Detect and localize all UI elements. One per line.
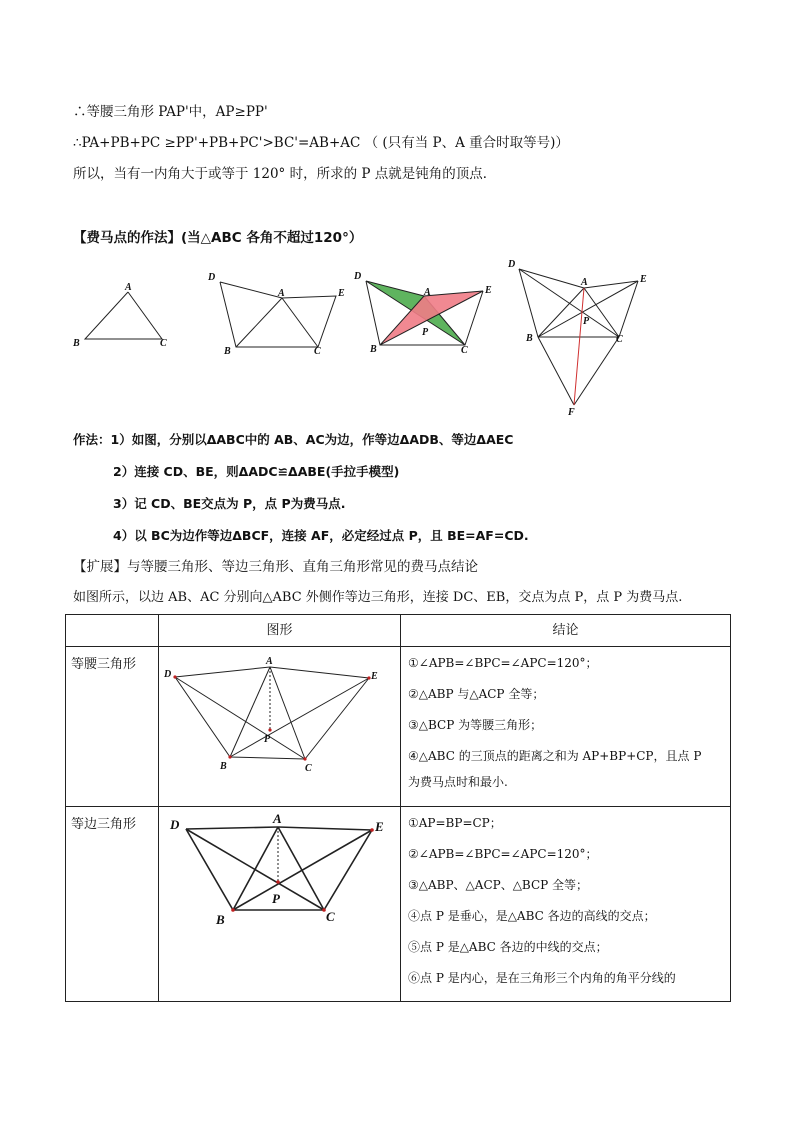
- construction-step-4: 4）以 BC为边作等边ΔBCF，连接 AF，必定经过点 P，且 BE=AF=CD.: [113, 528, 529, 543]
- conclusion-item: ④点 P 是垂心，是△ABC 各边的高线的交点；: [408, 909, 656, 923]
- label-c: C: [305, 763, 312, 774]
- label-b: B: [224, 346, 231, 357]
- label-d: D: [170, 817, 180, 832]
- isosceles-figure: [159, 647, 399, 802]
- conclusion-item: ①∠APB=∠BPC=∠APC=120°；: [408, 656, 598, 670]
- label-a: A: [125, 282, 132, 293]
- label-d: D: [164, 669, 172, 680]
- intro-line-1: ∴等腰三角形 PAP'中，AP≥PP': [73, 104, 268, 120]
- figure-equilateral-construction: [200, 268, 350, 358]
- conclusion-item: ③△BCP 为等腰三角形；: [408, 718, 543, 732]
- conclusion-item: ②∠APB=∠BPC=∠APC=120°；: [408, 847, 598, 861]
- label-e: E: [640, 274, 647, 285]
- label-c: C: [616, 334, 623, 345]
- figure-hand-in-hand-model: [350, 265, 500, 360]
- label-c: C: [160, 338, 167, 349]
- conclusion-item: ①AP=BP=CP；: [408, 816, 502, 830]
- header-conclusion: 结论: [401, 615, 731, 647]
- conclusion-item: ④△ABC 的三顶点的距离之和为 AP+BP+CP，且点 P: [408, 749, 702, 763]
- label-c: C: [314, 346, 321, 357]
- table-row: [66, 807, 731, 1002]
- label-a: A: [273, 811, 282, 826]
- label-a: A: [424, 287, 431, 298]
- label-a: A: [278, 288, 285, 299]
- conclusion-item: ②△ABP 与△ACP 全等；: [408, 687, 545, 701]
- figure-cell-equilateral: [159, 807, 401, 1002]
- label-b: B: [73, 338, 80, 349]
- conclusion-item: ⑥点 P 是内心，是在三角形三个内角的角平分线的: [408, 971, 676, 985]
- construction-step-1: 作法：1）如图，分别以ΔABC中的 AB、AC为边，作等边ΔADB、等边ΔAEC: [73, 432, 514, 447]
- label-e: E: [485, 285, 492, 296]
- construction-step-3: 3）记 CD、BE交点为 P，点 P为费马点.: [113, 496, 346, 511]
- figure-fermat-point-af: [505, 255, 655, 420]
- construction-step-2: 2）连接 CD、BE，则ΔADC≌ΔABE(手拉手模型): [113, 464, 400, 479]
- label-p: P: [272, 891, 280, 906]
- label-d: D: [354, 271, 362, 282]
- conclusion-item: 为费马点时和最小.: [408, 775, 508, 789]
- label-d: D: [208, 272, 216, 283]
- figure-triangle-abc: [70, 280, 180, 355]
- label-a: A: [266, 656, 273, 667]
- label-e: E: [375, 819, 384, 834]
- label-f: F: [568, 407, 575, 418]
- label-b: B: [220, 761, 227, 772]
- table-header-row: [66, 615, 731, 647]
- table-row: [66, 647, 731, 807]
- extension-heading: 【扩展】与等腰三角形、等边三角形、直角三角形常见的费马点结论: [73, 559, 478, 575]
- label-d: D: [508, 259, 516, 270]
- intro-line-3: 所以，当有一内角大于或等于 120° 时，所求的 P 点就是钝角的顶点．: [73, 166, 497, 182]
- header-figure: 图形: [159, 615, 401, 647]
- label-p: P: [422, 327, 429, 338]
- conclusions-equilateral: [401, 807, 731, 1002]
- intro-line-2: ∴PA+PB+PC ≥PP'+PB+PC'>BC'=AB+AC （ (只有当 P、A 重合时取等号)）: [73, 135, 569, 151]
- label-b: B: [216, 912, 225, 927]
- header-empty: [66, 615, 159, 647]
- label-b: B: [370, 344, 377, 355]
- extension-intro: 如图所示，以边 AB、AC 分别向△ABC 外侧作等边三角形，连接 DC、EB，交点为点 P，点 P 为费马点.: [73, 590, 683, 605]
- equilateral-figure: [159, 807, 399, 997]
- conclusion-item: ③△ABP、△ACP、△BCP 全等；: [408, 878, 589, 892]
- row-title-isosceles: 等腰三角形: [66, 647, 159, 807]
- label-e: E: [338, 288, 345, 299]
- label-p: P: [264, 734, 271, 745]
- label-c: C: [461, 345, 468, 356]
- label-a: A: [581, 277, 588, 288]
- row-title-equilateral: 等边三角形: [66, 807, 159, 1002]
- figure-cell-isosceles: [159, 647, 401, 807]
- label-e: E: [371, 671, 378, 682]
- conclusions-isosceles: [401, 647, 731, 807]
- label-c: C: [326, 909, 335, 924]
- label-p: P: [583, 316, 590, 327]
- label-b: B: [526, 333, 533, 344]
- construction-heading: 【费马点的作法】(当△ABC 各角不超过120°）: [73, 230, 363, 246]
- conclusion-item: ⑤点 P 是△ABC 各边的中线的交点；: [408, 940, 608, 954]
- fermat-conclusion-table: [65, 614, 731, 1002]
